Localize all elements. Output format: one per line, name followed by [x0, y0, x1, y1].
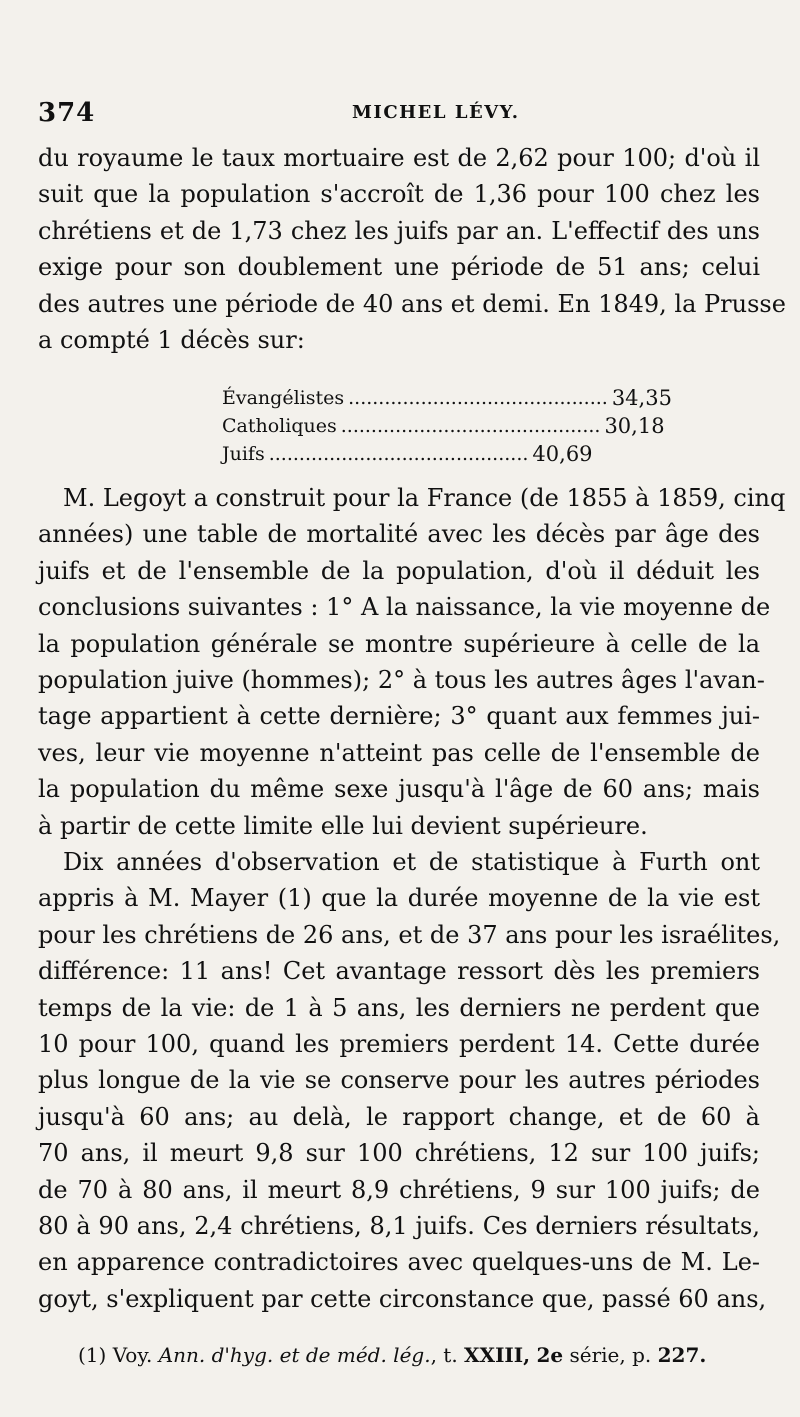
- footnote-journal: Ann. d'hyg. et de méd. lég.: [158, 1343, 431, 1367]
- stat-row-juifs: [222, 440, 593, 468]
- text-line: conclusions suivantes : 1° A la naissance, la vie moyenne de: [38, 593, 771, 622]
- stat-label: Catholiques: [222, 415, 337, 437]
- text-line: à partir de cette limite elle lui devient supérieure.: [38, 811, 648, 840]
- page-number: 374: [38, 98, 96, 128]
- text-line: 70 ans, il meurt 9,8 sur 100 chrétiens, 12 sur 100 juifs;: [38, 1139, 760, 1168]
- text-line: plus longue de la vie se conserve pour les autres périodes: [38, 1066, 760, 1095]
- text-line: en apparence contradictoires avec quelques-uns de M. Le-: [38, 1248, 760, 1277]
- footnote-marker: (1) Voy.: [78, 1343, 153, 1367]
- death-stats-list: [222, 384, 672, 468]
- stat-value: 30,18: [604, 414, 665, 438]
- text-line: goyt, s'expliquent par cette circonstance que, passé 60 ans,: [38, 1284, 767, 1313]
- text-line: années) une table de mortalité avec les décès par âge des: [38, 520, 760, 549]
- stat-value: 40,69: [532, 442, 593, 466]
- stat-row-catholiques: [222, 412, 665, 440]
- text-line: ves, leur vie moyenne n'atteint pas celle de l'ensemble de: [38, 738, 760, 767]
- text-line: Dix années d'observation et de statistique à Furth ont: [63, 848, 760, 876]
- text-line: jusqu'à 60 ans; au delà, le rapport change, et de 60 à: [38, 1102, 760, 1131]
- text-line: différence: 11 ans! Cet avantage ressort dès les premiers: [38, 957, 760, 986]
- text-line: pour les chrétiens de 26 ans, et de 37 ans pour les israélites,: [38, 920, 781, 949]
- text-line: des autres une période de 40 ans et demi. En 1849, la Prusse: [38, 289, 786, 318]
- text-line: de 70 à 80 ans, il meurt 8,9 chrétiens, 9 sur 100 juifs; de: [38, 1175, 760, 1204]
- text-line: 10 pour 100, quand les premiers perdent 14. Cette durée: [38, 1029, 760, 1058]
- footnote-tome: , t.: [430, 1343, 458, 1367]
- paragraph-3: [38, 844, 781, 1317]
- leader-dots: ...........................................: [268, 443, 529, 465]
- stat-label: Juifs: [222, 443, 265, 465]
- paragraph-2: [38, 480, 786, 844]
- text-line: tage appartient à cette dernière; 3° quant aux femmes jui-: [38, 702, 760, 731]
- text-line: la population générale se montre supérieure à celle de la: [38, 629, 760, 658]
- footnote-rest: série, p.: [569, 1343, 652, 1367]
- page-header: [38, 96, 768, 132]
- footnote-series: 2e: [536, 1343, 564, 1367]
- footnote-volume: XXIII,: [464, 1343, 531, 1367]
- leader-dots: ...........................................: [340, 415, 601, 437]
- text-line: exige pour son doublement une période de 51 ans; celui: [38, 253, 760, 282]
- stat-value: 34,35: [611, 386, 672, 410]
- text-line: juifs et de l'ensemble de la population, d'où il déduit les: [38, 556, 760, 585]
- text-line: 80 à 90 ans, 2,4 chrétiens, 8,1 juifs. Ces derniers résultats,: [38, 1211, 760, 1240]
- text-line: M. Legoyt a construit pour la France (de 1855 à 1859, cinq: [63, 484, 786, 512]
- text-line: suit que la population s'accroît de 1,36 pour 100 chez les: [38, 180, 760, 209]
- running-head: MICHEL LÉVY.: [352, 102, 520, 123]
- text-line: du royaume le taux mortuaire est de 2,62 pour 100; d'où il: [38, 144, 760, 172]
- footnote: [78, 1343, 758, 1367]
- stat-label: Évangélistes: [222, 387, 345, 409]
- text-line: population juive (hommes); 2° à tous les autres âges l'avan-: [38, 665, 765, 694]
- text-line: temps de la vie: de 1 à 5 ans, les derniers ne perdent que: [38, 993, 760, 1022]
- text-line: chrétiens et de 1,73 chez les juifs par an. L'effectif des uns: [38, 216, 760, 245]
- leader-dots: ...........................................: [348, 387, 608, 409]
- text-line: la population du même sexe jusqu'à l'âge de 60 ans; mais: [38, 775, 760, 804]
- text-line: a compté 1 décès sur:: [38, 325, 305, 354]
- stat-row-evangelistes: [222, 384, 672, 412]
- text-line: appris à M. Mayer (1) que la durée moyenne de la vie est: [38, 884, 760, 913]
- footnote-page: 227.: [657, 1343, 707, 1367]
- paragraph-1: [38, 140, 786, 358]
